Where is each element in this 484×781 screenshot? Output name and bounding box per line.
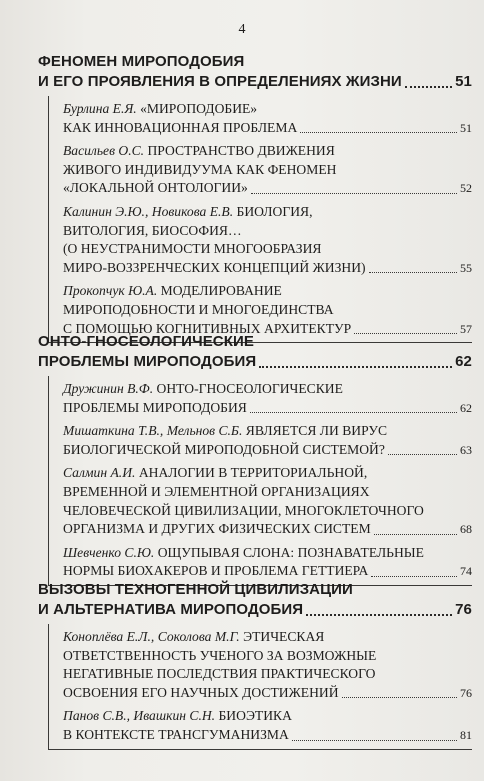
section-title bbox=[38, 52, 472, 92]
entry-title-line: ЯВЛЯЕТСЯ ЛИ ВИРУС bbox=[245, 423, 388, 439]
section-entries bbox=[48, 96, 472, 343]
section-title bbox=[38, 580, 472, 620]
section-entries bbox=[48, 376, 472, 586]
entry-page: 52 bbox=[460, 181, 472, 196]
leader-dots bbox=[292, 740, 457, 741]
entry-title-line: ОЩУПЫВАЯ СЛОНА: ПОЗНАВАТЕЛЬНЫЕ bbox=[157, 544, 424, 560]
entry-title-line: НЕГАТИВНЫЕ ПОСЛЕДСТВИЯ ПРАКТИЧЕСКОГО bbox=[63, 666, 376, 682]
entry-title-line: В КОНТЕКСТЕ ТРАНСГУМАНИЗМА bbox=[63, 726, 289, 742]
entry-title-line: КАК ИННОВАЦИОННАЯ ПРОБЛЕМА bbox=[63, 119, 298, 135]
section-title-line: ПРОБЛЕМЫ МИРОПОДОБИЯ bbox=[38, 353, 257, 370]
entry-title-line: ОТВЕТСТВЕННОСТЬ УЧЕНОГО ЗА ВОЗМОЖНЫЕ bbox=[63, 647, 377, 663]
entry-author: Дружинин В.Ф. bbox=[63, 381, 154, 396]
entry-title-line: ЧЕЛОВЕЧЕСКОЙ ЦИВИЛИЗАЦИИ, МНОГОКЛЕТОЧНОГО bbox=[63, 502, 424, 518]
entry-title-line: МОДЕЛИРОВАНИЕ bbox=[160, 283, 282, 299]
leader-dots bbox=[259, 366, 452, 368]
entry-title-line: С ПОМОЩЬЮ КОГНИТИВНЫХ АРХИТЕКТУР bbox=[63, 320, 352, 336]
toc-section-3 bbox=[38, 580, 472, 750]
entry-title-line: БИОЛОГИЧЕСКОЙ МИРОПОДОБНОЙ СИСТЕМОЙ? bbox=[63, 441, 385, 457]
toc-entry[interactable] bbox=[63, 100, 472, 137]
page-number: 4 bbox=[238, 22, 246, 37]
leader-dots bbox=[250, 412, 457, 413]
entry-author: Васильев О.С. bbox=[63, 143, 145, 159]
toc-entry[interactable] bbox=[63, 380, 472, 417]
toc-section-2 bbox=[38, 332, 472, 586]
entry-author: Мишаткина Т.В., Мельнов С.Б. bbox=[63, 423, 243, 439]
leader-dots bbox=[251, 193, 457, 194]
toc-entry[interactable] bbox=[63, 464, 472, 538]
toc-entry[interactable] bbox=[63, 142, 472, 198]
leader-dots bbox=[388, 454, 457, 455]
entry-page: 68 bbox=[460, 522, 472, 537]
entry-title-line: ОНТО-ГНОСЕОЛОГИЧЕСКИЕ bbox=[156, 381, 343, 396]
section-title-line: И АЛЬТЕРНАТИВА МИРОПОДОБИЯ bbox=[38, 601, 304, 618]
entry-title-line: ЖИВОГО ИНДИВИДУУМА КАК ФЕНОМЕН bbox=[63, 161, 337, 177]
section-page: 51 bbox=[455, 73, 472, 90]
section-entries bbox=[48, 624, 472, 750]
entry-title-line: МИРОПОДОБНОСТИ И МНОГОЕДИНСТВА bbox=[63, 301, 334, 317]
entry-page: 55 bbox=[460, 260, 472, 275]
entry-title-line: (О НЕУСТРАНИМОСТИ МНОГООБРАЗИЯ bbox=[63, 241, 322, 257]
entry-author: Шевченко С.Ю. bbox=[63, 544, 155, 560]
toc-entry[interactable] bbox=[63, 544, 472, 581]
entry-page: 63 bbox=[460, 442, 472, 457]
toc-entry[interactable] bbox=[63, 707, 472, 744]
leader-dots bbox=[342, 697, 457, 698]
toc-entry[interactable] bbox=[63, 203, 472, 277]
entry-title-line: «ЛОКАЛЬНОЙ ОНТОЛОГИИ» bbox=[63, 180, 248, 196]
section-title-line: ВЫЗОВЫ ТЕХНОГЕННОЙ ЦИВИЛИЗАЦИИ bbox=[38, 581, 353, 598]
entry-title-line: АНАЛОГИИ В ТЕРРИТОРИАЛЬНОЙ, bbox=[138, 465, 368, 481]
section-title bbox=[38, 332, 472, 372]
section-title-line: И ЕГО ПРОЯВЛЕНИЯ В ОПРЕДЕЛЕНИЯХ ЖИЗНИ bbox=[38, 73, 402, 90]
entry-title-line: ВИТОЛОГИЯ, БИОСОФИЯ… bbox=[63, 222, 242, 238]
section-title-line: ОНТО-ГНОСЕОЛОГИЧЕСКИЕ bbox=[38, 333, 254, 350]
entry-title-line: ВРЕМЕННОЙ И ЭЛЕМЕНТНОЙ ОРГАНИЗАЦИЯХ bbox=[63, 483, 370, 499]
entry-author: Калинин Э.Ю., Новикова Е.В. bbox=[63, 203, 234, 219]
leader-dots bbox=[374, 534, 457, 535]
entry-title-line: НОРМЫ БИОХАКЕРОВ И ПРОБЛЕМА ГЕТТИЕРА bbox=[63, 563, 369, 579]
toc-entry[interactable] bbox=[63, 628, 472, 702]
leader-dots bbox=[405, 86, 452, 88]
toc-section-1 bbox=[38, 52, 472, 343]
entry-author: Бурлина Е.Я. bbox=[63, 101, 137, 116]
entry-title-line: БИОЭТИКА bbox=[218, 708, 292, 724]
entry-page: 76 bbox=[460, 685, 472, 700]
section-title-line: ФЕНОМЕН МИРОПОДОБИЯ bbox=[38, 53, 245, 70]
entry-title-line: ПРОБЛЕМЫ МИРОПОДОБИЯ bbox=[63, 399, 247, 415]
entry-author: Коноплёва Е.Л., Соколова М.Г. bbox=[63, 629, 240, 644]
leader-dots bbox=[306, 614, 452, 616]
entry-page: 62 bbox=[460, 400, 472, 415]
entry-title-line: ПРОСТРАНСТВО ДВИЖЕНИЯ bbox=[147, 143, 335, 159]
entry-title-line: МИРО-ВОЗЗРЕНЧЕСКИХ КОНЦЕПЦИЙ ЖИЗНИ) bbox=[63, 259, 366, 275]
entry-title-line: БИОЛОГИЯ, bbox=[236, 203, 313, 219]
entry-title-line: ЭТИЧЕСКАЯ bbox=[243, 629, 325, 644]
entry-title-line: ОСВОЕНИЯ ЕГО НАУЧНЫХ ДОСТИЖЕНИЙ bbox=[63, 684, 339, 700]
entry-page: 57 bbox=[460, 321, 472, 336]
entry-page: 51 bbox=[460, 120, 472, 135]
entry-author: Прокопчук Ю.А. bbox=[63, 283, 158, 299]
entry-page: 74 bbox=[460, 564, 472, 579]
section-page: 62 bbox=[455, 353, 472, 370]
entry-title-line: «МИРОПОДОБИЕ» bbox=[140, 101, 258, 116]
leader-dots bbox=[371, 576, 457, 577]
entry-author: Панов С.В., Ивашкин С.Н. bbox=[63, 708, 216, 724]
section-page: 76 bbox=[455, 601, 472, 618]
toc-entry[interactable] bbox=[63, 422, 472, 459]
entry-title-line: ОРГАНИЗМА И ДРУГИХ ФИЗИЧЕСКИХ СИСТЕМ bbox=[63, 521, 371, 537]
entry-page: 81 bbox=[460, 727, 472, 742]
entry-author: Салмин А.И. bbox=[63, 465, 136, 481]
leader-dots bbox=[300, 132, 457, 133]
toc-entry[interactable] bbox=[63, 282, 472, 338]
leader-dots bbox=[369, 272, 457, 273]
